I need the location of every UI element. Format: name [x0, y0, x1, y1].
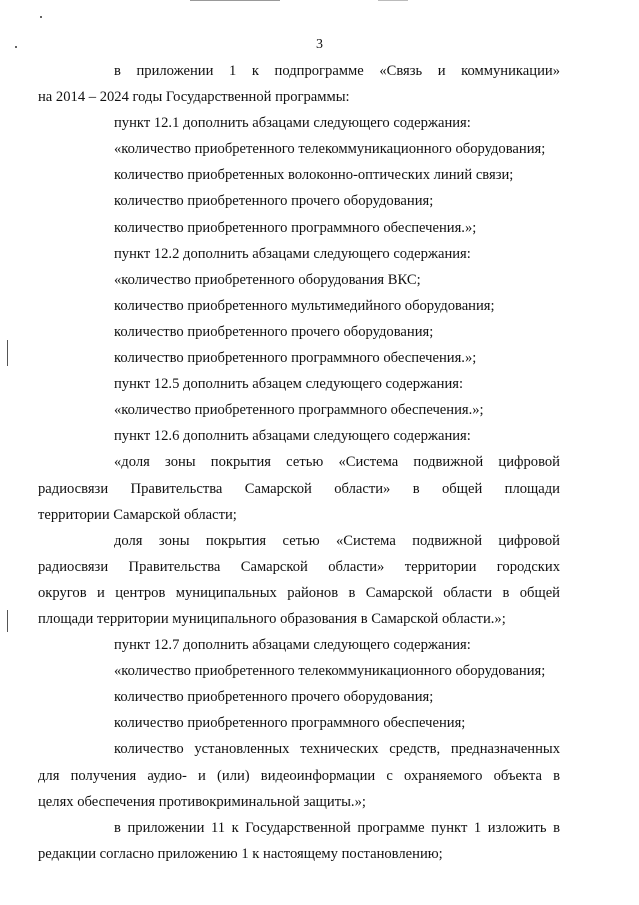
paragraph: [38, 815, 560, 867]
scan-margin-mark: [7, 340, 8, 366]
text-line: в приложении 1 к подпрограмме «Связь и коммуникации»: [114, 63, 560, 79]
text-line: количество приобретенного прочего оборудования;: [114, 323, 434, 340]
paragraph: [76, 136, 560, 162]
paragraph: [76, 710, 560, 736]
paragraph: [76, 371, 560, 397]
text-line: пункт 12.1 дополнить абзацами следующего содержания:: [114, 115, 471, 132]
text-line: округов и центров муниципальных районов в Самарской области в общей: [38, 584, 560, 601]
text-line: в приложении 11 к Государственной программе пункт 1 изложить в: [114, 819, 560, 836]
paragraph: [76, 293, 560, 319]
paragraph: [38, 449, 560, 527]
paragraph: [76, 684, 560, 710]
text-line: целях обеспечения противокриминальной защиты.»;: [38, 793, 366, 810]
paragraph: [38, 528, 560, 632]
paragraph: [76, 319, 560, 345]
text-line: пункт 12.2 дополнить абзацами следующего содержания:: [114, 245, 471, 262]
paragraph: [76, 345, 560, 371]
paragraph: [76, 397, 560, 423]
text-line: радиосвязи Правительства Самарской области» в общей площади: [38, 480, 560, 497]
scan-edge-line: [378, 0, 408, 1]
text-line: количество приобретенного программного обеспечения;: [114, 715, 466, 732]
text-line: территории Самарской области;: [38, 506, 237, 523]
paragraph: [38, 736, 560, 814]
document-body: [38, 58, 560, 867]
page-number: 3: [316, 37, 323, 52]
text-line: количество приобретенного мультимедийного оборудования;: [114, 297, 495, 314]
text-line: пункт 12.7 дополнить абзацами следующего содержания:: [114, 637, 471, 654]
text-line: доля зоны покрытия сетью «Система подвижной цифровой: [114, 532, 560, 549]
paragraph: [38, 58, 560, 110]
paragraph: [76, 162, 560, 188]
text-line: количество приобретенных волоконно-оптических линий связи;: [114, 167, 514, 184]
paragraph: [76, 632, 560, 658]
text-line: площади территории муниципального образования в Самарской области.»;: [38, 610, 506, 627]
text-line: «количество приобретенного телекоммуникационного оборудования;: [114, 663, 546, 680]
paragraph: [76, 423, 560, 449]
text-line: количество установленных технических средств, предназначенных: [114, 741, 560, 758]
paragraph: [76, 188, 560, 214]
text-line: количество приобретенного прочего оборудования;: [114, 689, 434, 706]
text-line: пункт 12.5 дополнить абзацем следующего содержания:: [114, 376, 464, 393]
text-line: «количество приобретенного программного обеспечения.»;: [114, 402, 484, 419]
text-line: «количество приобретенного оборудования ВКС;: [114, 271, 421, 288]
paragraph: [76, 658, 560, 684]
text-line: для получения аудио- и (или) видеоинформации с охраняемого объекта в: [38, 767, 560, 784]
scan-edge-line: [190, 0, 280, 1]
text-line: количество приобретенного программного обеспечения.»;: [114, 350, 477, 367]
paragraph: [76, 241, 560, 267]
paragraph: [76, 215, 560, 241]
text-line: пункт 12.6 дополнить абзацами следующего содержания:: [114, 428, 471, 445]
text-line: количество приобретенного программного обеспечения.»;: [114, 219, 477, 236]
text-line: радиосвязи Правительства Самарской области» территории городских: [38, 558, 560, 575]
text-line: количество приобретенного прочего оборудования;: [114, 193, 434, 210]
text-line: редакции согласно приложению 1 к настоящему постановлению;: [38, 845, 443, 862]
text-line: «количество приобретенного телекоммуникационного оборудования;: [114, 141, 546, 158]
paragraph: [76, 110, 560, 136]
text-line: на 2014 – 2024 годы Государственной программы:: [38, 89, 350, 106]
scan-speck: [40, 16, 42, 18]
scan-margin-mark: [7, 610, 8, 632]
text-line: «доля зоны покрытия сетью «Система подвижной цифровой: [114, 454, 560, 471]
paragraph: [76, 267, 560, 293]
